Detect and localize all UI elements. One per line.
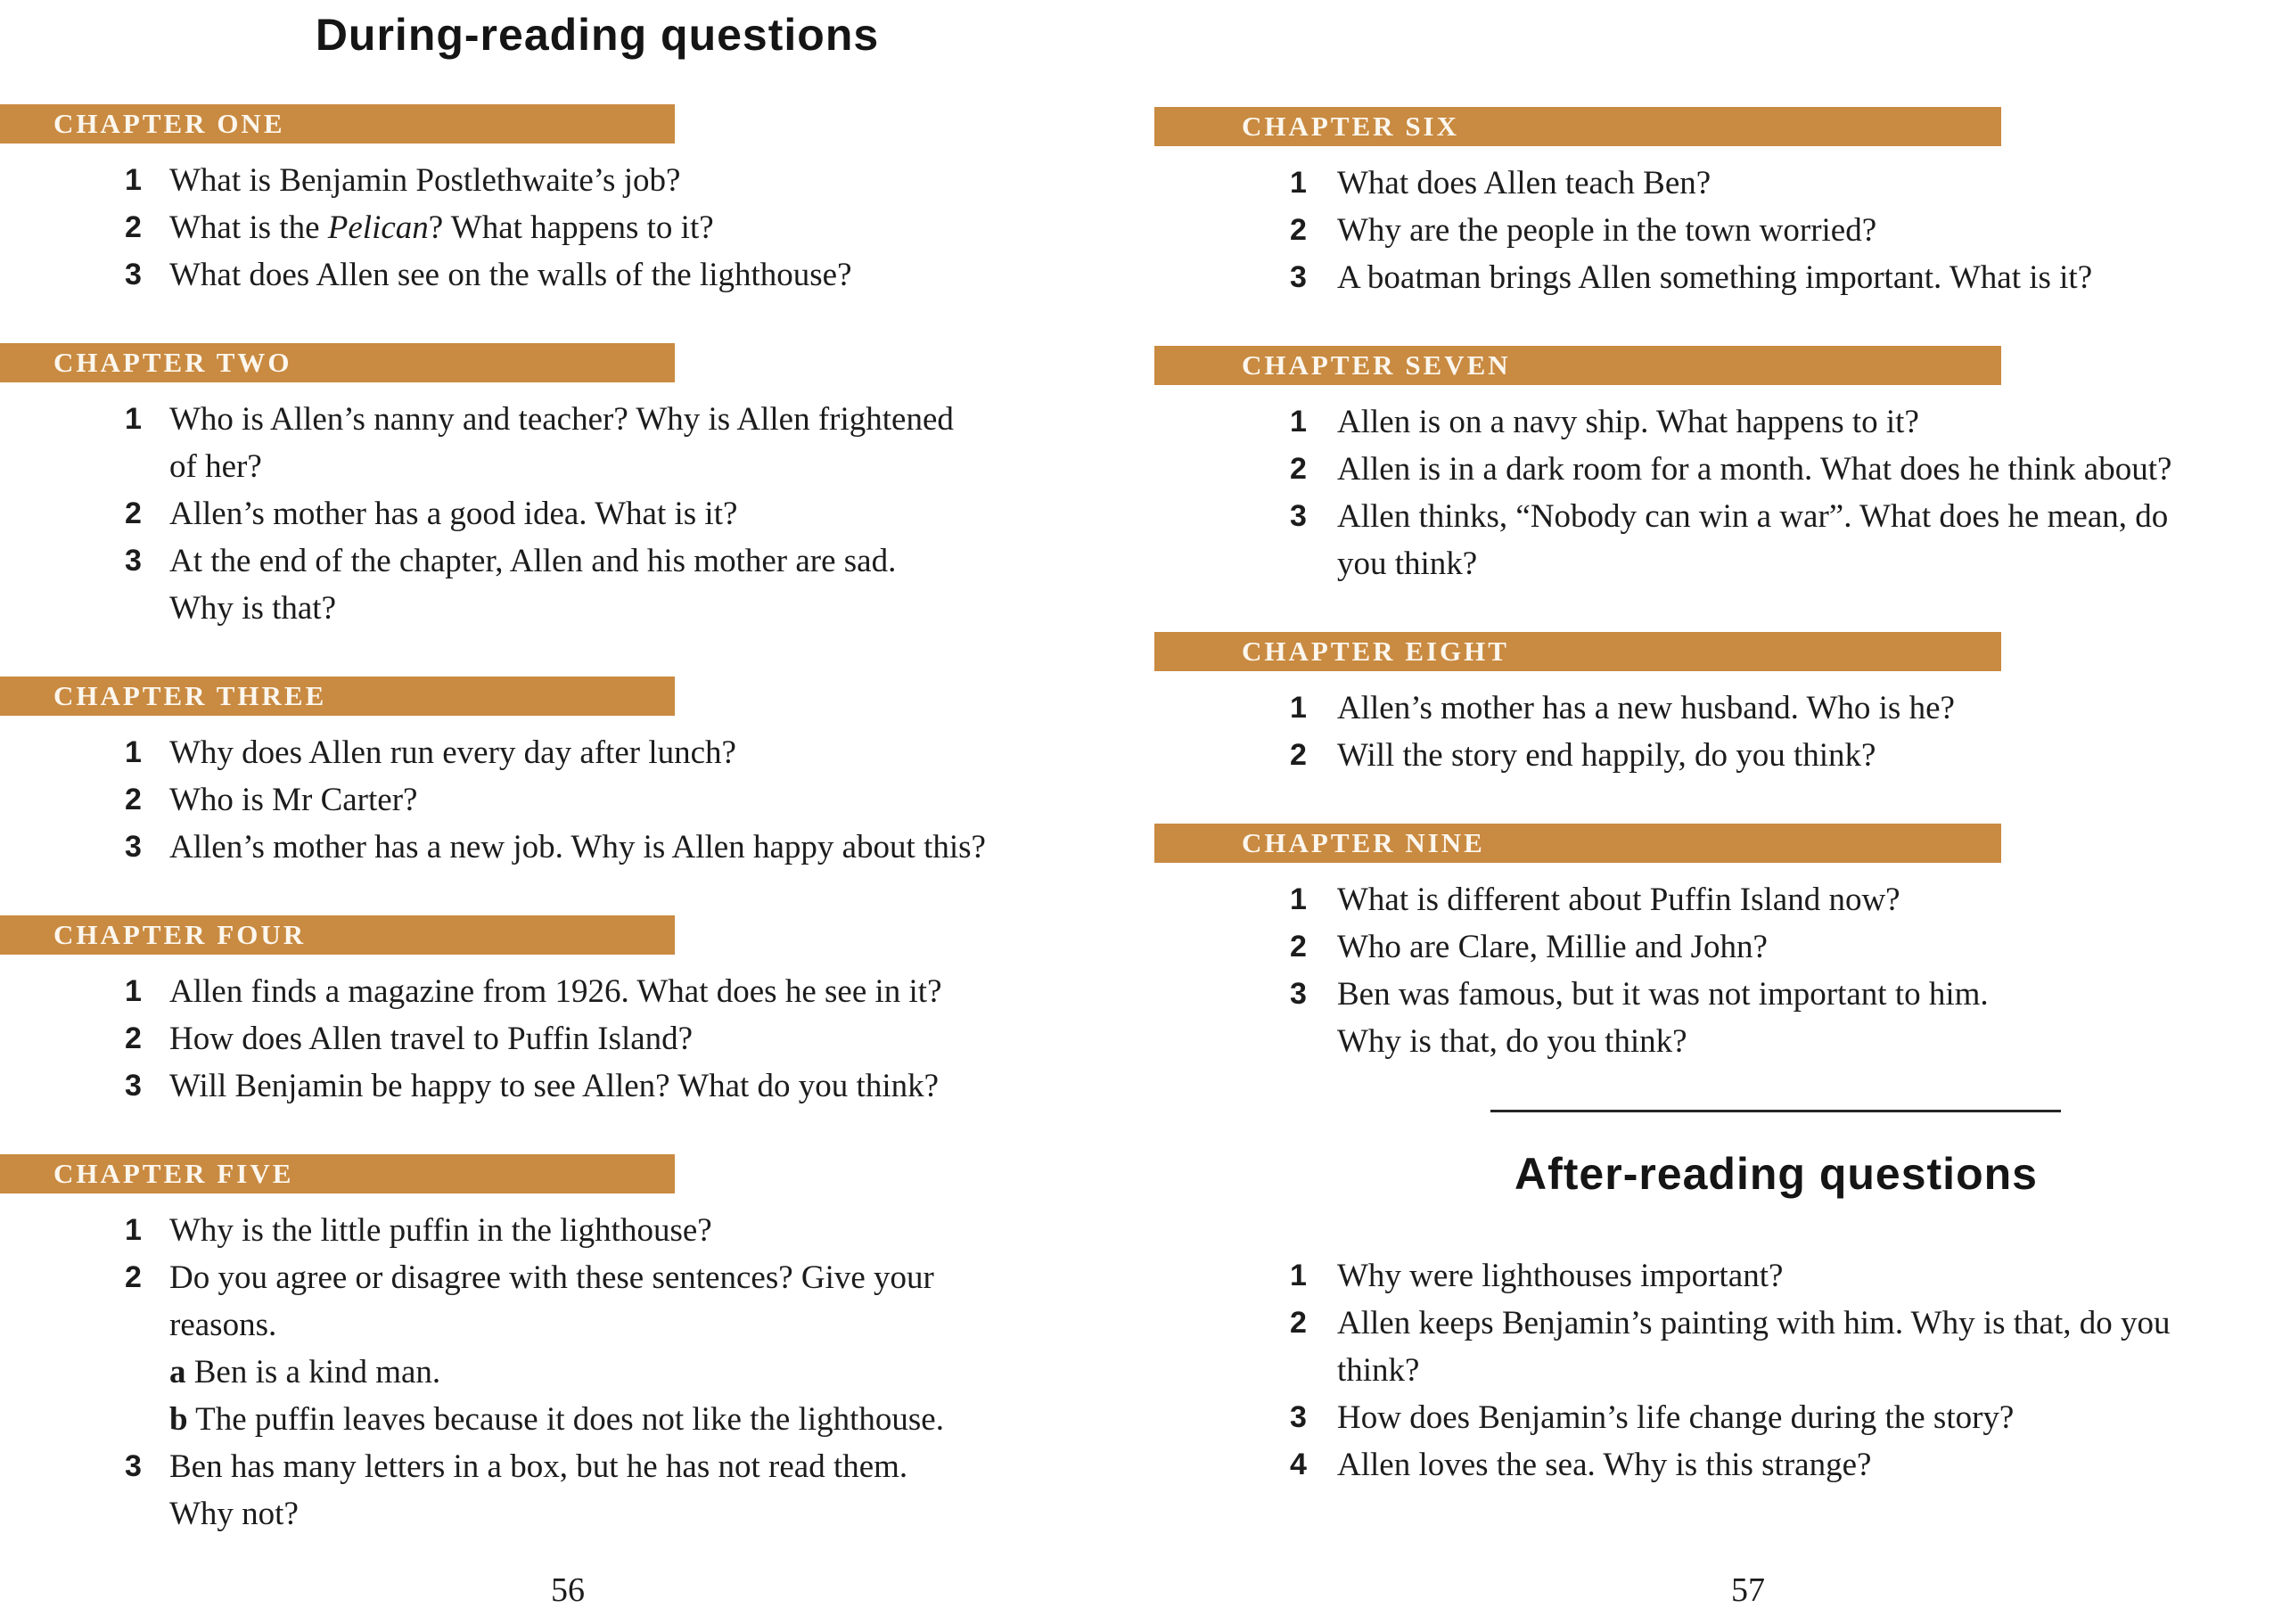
- question-text: Why is the little puffin in the lighthouse?: [169, 1212, 712, 1249]
- chapter-header-label: CHAPTER SIX: [1242, 111, 1460, 142]
- chapter-section: [0, 915, 1105, 1110]
- question-number: 1: [1290, 1259, 1307, 1292]
- question-number: 3: [1290, 1400, 1307, 1434]
- chapter-question-list: [1154, 863, 2264, 1065]
- question-number: 4: [1290, 1448, 1307, 1481]
- question-text: What does Allen see on the walls of the lighthouse?: [169, 257, 852, 293]
- left-chapter-sections: [0, 104, 1105, 1538]
- question-row: [0, 490, 1105, 537]
- chapter-header-label: CHAPTER NINE: [1242, 827, 1485, 858]
- question-row: [0, 1062, 1105, 1110]
- question-text: Allen’s mother has a good idea. What is it?: [169, 496, 738, 532]
- question-text: Allen loves the sea. Why is this strange?: [1337, 1447, 1872, 1483]
- question-row: [1154, 446, 2264, 493]
- question-row: [0, 968, 1105, 1015]
- question-text: Will Benjamin be happy to see Allen? What do you think?: [169, 1068, 940, 1104]
- page-number-right: 57: [1731, 1571, 1765, 1609]
- question-row: [1154, 685, 2264, 732]
- question-row: [1154, 1441, 2264, 1489]
- chapter-section: [1154, 107, 2264, 301]
- question-number: 3: [125, 1449, 142, 1483]
- chapter-header-bar: [0, 677, 675, 716]
- chapter-question-list: [1154, 385, 2264, 587]
- chapter-header-label: CHAPTER EIGHT: [1242, 636, 1509, 667]
- question-row: [1154, 160, 2264, 207]
- question-text: How does Allen travel to Puffin Island?: [169, 1021, 694, 1057]
- question-text: What does Allen teach Ben?: [1337, 165, 1712, 201]
- chapter-section: [0, 104, 1105, 299]
- question-number: 3: [125, 258, 142, 291]
- question-row: [1154, 254, 2264, 301]
- chapter-question-list: [1154, 146, 2264, 301]
- question-number: 1: [1290, 882, 1307, 916]
- question-row: [1154, 971, 2264, 1065]
- chapter-header-bar: [0, 1154, 675, 1193]
- chapter-header-bar: [1154, 824, 2001, 863]
- question-number: 1: [125, 402, 142, 436]
- question-row: [0, 537, 1105, 632]
- chapter-header-label: CHAPTER THREE: [53, 680, 327, 711]
- question-row: [0, 729, 1105, 776]
- question-text: Allen’s mother has a new husband. Who is he?: [1337, 690, 1955, 726]
- question-row: [1154, 732, 2264, 779]
- question-text: Allen is in a dark room for a month. What does he think about?: [1337, 451, 2172, 488]
- chapter-header-bar: [1154, 346, 2001, 385]
- question-number: 1: [1290, 691, 1307, 725]
- question-text: Will the story end happily, do you think?: [1337, 737, 1876, 774]
- question-text: Who is Mr Carter?: [169, 782, 418, 818]
- question-number: 2: [1290, 738, 1307, 772]
- question-row: [1154, 493, 2264, 587]
- chapter-question-list: [0, 716, 1105, 871]
- chapter-section: [0, 677, 1105, 871]
- right-chapter-sections: [1154, 107, 2264, 1065]
- question-text: Allen’s mother has a new job. Why is Allen happy about this?: [169, 829, 986, 865]
- question-number: 1: [125, 974, 142, 1008]
- question-text: Ben has many letters in a box, but he has not read them. Why not?: [169, 1448, 908, 1532]
- left-page-content: [0, 104, 1105, 1582]
- question-number: 2: [1290, 213, 1307, 247]
- question-number: 3: [1290, 260, 1307, 294]
- question-text: Allen keeps Benjamin’s painting with him. Why is that, do you think?: [1337, 1305, 2171, 1389]
- after-reading-question-list: [1154, 1205, 2264, 1489]
- question-text: Do you agree or disagree with these sentences? Give your reasons. a Ben is a kind man. b The puffin leaves because it does not like the lighthouse.: [169, 1259, 944, 1438]
- question-row: [0, 1015, 1105, 1062]
- chapter-question-list: [1154, 671, 2264, 779]
- question-row: [0, 1254, 1105, 1443]
- question-text: What is Benjamin Postlethwaite’s job?: [169, 162, 681, 199]
- chapter-header-bar: [1154, 632, 2001, 671]
- question-number: 2: [1290, 452, 1307, 486]
- chapter-question-list: [0, 955, 1105, 1110]
- question-row: [0, 251, 1105, 299]
- question-text: Who is Allen’s nanny and teacher? Why is Allen frightened of her?: [169, 401, 954, 485]
- question-number: 3: [1290, 499, 1307, 533]
- page-number-left: 56: [551, 1571, 585, 1609]
- question-text: A boatman brings Allen something important. What is it?: [1337, 259, 2093, 296]
- section-divider-rule: [1490, 1110, 2061, 1112]
- question-text: Why are the people in the town worried?: [1337, 212, 1877, 249]
- question-number: 2: [1290, 930, 1307, 964]
- question-row: [1154, 1252, 2264, 1300]
- chapter-question-list: [0, 144, 1105, 299]
- question-row: [0, 1207, 1105, 1254]
- chapter-section: [0, 1154, 1105, 1538]
- question-row: [0, 204, 1105, 251]
- question-row: [0, 157, 1105, 204]
- question-number: 2: [125, 1260, 142, 1294]
- question-text: How does Benjamin’s life change during the story?: [1337, 1399, 2015, 1436]
- question-row: [0, 776, 1105, 824]
- question-number: 1: [125, 163, 142, 197]
- chapter-question-list: [0, 1193, 1105, 1538]
- chapter-header-label: CHAPTER SEVEN: [1242, 349, 1511, 381]
- question-number: 3: [1290, 977, 1307, 1011]
- chapter-header-bar: [1154, 107, 2001, 146]
- question-row: [1154, 398, 2264, 446]
- chapter-header-label: CHAPTER ONE: [53, 108, 285, 139]
- question-number: 3: [125, 1069, 142, 1103]
- during-reading-title: During-reading questions: [315, 10, 880, 60]
- chapter-header-bar: [0, 104, 675, 144]
- chapter-section: [0, 343, 1105, 632]
- chapter-section: [1154, 632, 2264, 779]
- question-number: 1: [1290, 405, 1307, 439]
- question-row: [0, 824, 1105, 871]
- chapter-header-label: CHAPTER FOUR: [53, 919, 307, 950]
- question-text: Allen is on a navy ship. What happens to it?: [1337, 404, 1919, 440]
- question-number: 2: [1290, 1306, 1307, 1340]
- chapter-question-list: [0, 382, 1105, 632]
- question-number: 2: [125, 783, 142, 816]
- question-row: [1154, 923, 2264, 971]
- question-row: [1154, 1300, 2264, 1394]
- chapter-header-bar: [0, 915, 675, 955]
- after-reading-title: After-reading questions: [1514, 1149, 2038, 1199]
- chapter-section: [1154, 824, 2264, 1065]
- question-text: What is the Pelican? What happens to it?: [169, 209, 714, 246]
- question-text: At the end of the chapter, Allen and his mother are sad. Why is that?: [169, 543, 897, 627]
- right-page-content: [1154, 107, 2264, 1489]
- question-row: [1154, 207, 2264, 254]
- chapter-header-label: CHAPTER TWO: [53, 347, 292, 378]
- chapter-header-label: CHAPTER FIVE: [53, 1158, 294, 1189]
- question-text: Why were lighthouses important?: [1337, 1258, 1784, 1294]
- question-text: Allen thinks, “Nobody can win a war”. What does he mean, do you think?: [1337, 498, 2169, 582]
- chapter-section: [1154, 346, 2264, 587]
- question-row: [1154, 876, 2264, 923]
- question-number: 2: [125, 496, 142, 530]
- question-text: Why does Allen run every day after lunch?: [169, 734, 736, 771]
- question-number: 1: [1290, 166, 1307, 200]
- question-row: [0, 1443, 1105, 1538]
- question-number: 2: [125, 1021, 142, 1055]
- question-row: [1154, 1394, 2264, 1441]
- question-number: 2: [125, 210, 142, 244]
- question-text: Who are Clare, Millie and John?: [1337, 929, 1768, 965]
- question-number: 3: [125, 830, 142, 864]
- question-text: Ben was famous, but it was not important to him. Why is that, do you think?: [1337, 976, 1989, 1060]
- question-number: 3: [125, 544, 142, 578]
- question-number: 1: [125, 735, 142, 769]
- question-number: 1: [125, 1213, 142, 1247]
- question-text: Allen finds a magazine from 1926. What does he see in it?: [169, 973, 942, 1010]
- chapter-header-bar: [0, 343, 675, 382]
- question-text: What is different about Puffin Island now?: [1337, 882, 1900, 918]
- question-row: [0, 396, 1105, 490]
